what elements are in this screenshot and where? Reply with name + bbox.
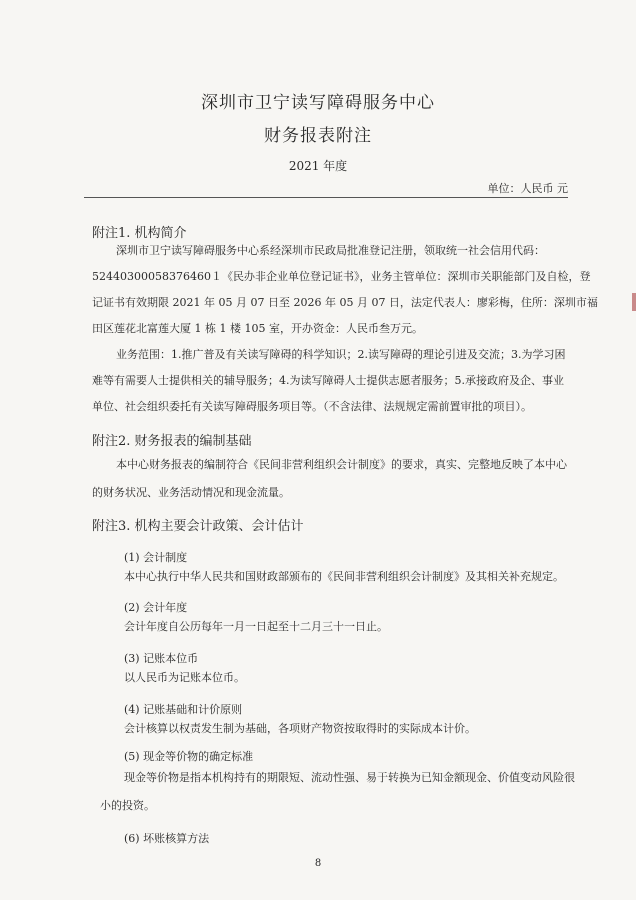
org-name: 深圳市卫宁读写障碍服务中心 — [201, 93, 435, 113]
margin-mark — [632, 293, 636, 311]
policy-1-label: (1) 会计制度 — [124, 551, 188, 564]
policy-2-text: 会计年度自公历每年一月一日起至十二月三十一日止。 — [124, 620, 388, 633]
section-1-para2-line2: 难等有需要人士提供相关的辅导服务；4.为读写障碍人士提供志愿者服务；5.承接政府及企、事业 — [92, 374, 564, 387]
policy-4-text: 会计核算以权责发生制为基础，各项财产物资按取得时的实际成本计价。 — [124, 722, 476, 735]
policy-2-label: (2) 会计年度 — [124, 601, 188, 614]
policy-1-text: 本中心执行中华人民共和国财政部颁布的《民间非营利组织会计制度》及其相关补充规定。 — [124, 570, 564, 583]
policy-4-label: (4) 记账基础和计价原则 — [124, 703, 243, 716]
section-1-para1-line2: 52440300058376460１《民办非企业单位登记证书》，业务主管单位：深圳市关职能部门及自检，登 — [92, 270, 591, 283]
policy-5-text-line2: 小的投资。 — [100, 799, 155, 812]
header-rule — [84, 197, 568, 198]
policy-5-label: (5) 现金等价物的确定标准 — [124, 750, 254, 763]
section-3-heading: 附注3. 机构主要会计政策、会计估计 — [92, 519, 304, 534]
policy-3-label: (3) 记账本位币 — [124, 652, 199, 665]
section-2-heading: 附注2. 财务报表的编制基础 — [92, 434, 252, 449]
section-1-para1-line3: 记证书有效期限 2021 年 05 月 07 日至 2026 年 05 月 07 日，法定代表人：廖彩梅，住所：深圳市福 — [92, 296, 598, 309]
section-2-para-line2: 的财务状况、业务活动情况和现金流量。 — [92, 486, 290, 499]
policy-5-text-line1: 现金等价物是指本机构持有的期限短、流动性强、易于转换为已知金额现金、价值变动风险很 — [124, 771, 575, 784]
document-title: 财务报表附注 — [264, 126, 372, 146]
section-1-heading: 附注1. 机构简介 — [92, 226, 187, 241]
section-1-para1-line4: 田区莲花北富莲大厦 1 栋 1 楼 105 室，开办资金：人民币叁万元。 — [92, 322, 423, 335]
page-number: 8 — [314, 858, 322, 869]
fiscal-year: 2021 年度 — [288, 159, 348, 173]
policy-6-label: (6) 坏账核算方法 — [124, 832, 210, 845]
section-1-para2-line3: 单位、社会组织委托有关读写障碍服务项目等。（不含法律、法规规定需前置审批的项目）。 — [92, 400, 532, 413]
policy-3-text: 以人民币为记账本位币。 — [124, 671, 245, 684]
currency-unit: 单位：人民币 元 — [487, 182, 568, 195]
section-2-para-line1: 本中心财务报表的编制符合《民间非营利组织会计制度》的要求，真实、完整地反映了本中心 — [116, 458, 567, 471]
section-1-para2-line1: 业务范围：1.推广普及有关读写障碍的科学知识；2.读写障碍的理论引进及交流；3.为学习困 — [116, 348, 566, 361]
section-1-para1-line1: 深圳市卫宁读写障碍服务中心系经深圳市民政局批准登记注册，领取统一社会信用代码： — [116, 244, 545, 257]
